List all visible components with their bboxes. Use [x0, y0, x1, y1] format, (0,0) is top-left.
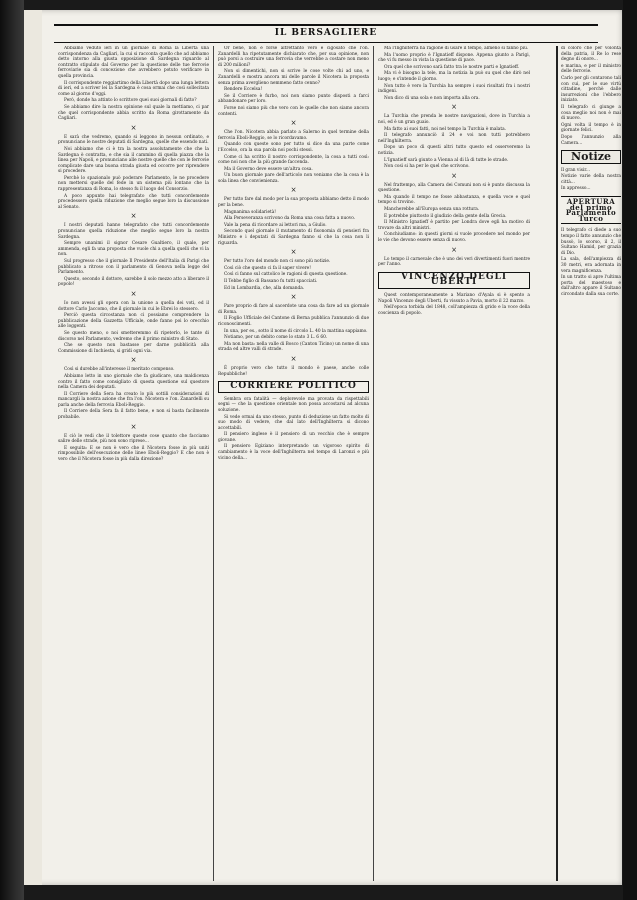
article-paragraph: Perchè lo spazionalo può poderare Parlamento, le ne procedere non mettersi quelle del fede in un sistema più lontano che la rappresentanza di Roma, lo stesso fu il luogo del Consorzio.	[58, 175, 209, 193]
article-paragraph: Il pensiero Egiziano interpretando un vigoroso spirito di cambiamento è la voce dell'Inghilterra nel tempo di Laronzi e più vicino della...	[218, 444, 369, 461]
article-paragraph: Il corrispondente reggiartimo della Libertà dopo una lunga lettera di ieri, ed a scriver lei la Sardegna è cosa ormai che così sollecitata come al giorno d'oggi.	[58, 80, 209, 97]
article-separator: ×	[130, 289, 137, 298]
article-paragraph: Nell'epoca torbida del 1848, coll'ampiezza di grido e la voce della coscienza di popolo.	[378, 305, 530, 316]
column-3	[374, 46, 534, 881]
article-paragraph: Quando con queste sono per tutto si dice da una parte come l'Eccelso, ora la sua parola noi pochi stessi.	[218, 142, 369, 153]
article-paragraph: Si vede ormai da uno stesso, punto di deduzione un fatto molto di suo modo di vedere, che dal lato dell'Inghilterra si dicono accettabili.	[218, 414, 369, 431]
column-1	[54, 46, 214, 881]
article-paragraph: Conchiudiamo: in questi giorni si vuole procedere nel mondo per le vie che devono essere senza di nuovo.	[378, 232, 530, 244]
article-paragraph: Abbiamo veduto ieri in un giornale di Roma la Libertà una corrispondenza da Cagliari, la cui si racconta quello che ad abbiamo detto intorno alla giusta opposizione di Sardegna riguardo al contratto stipulato dal Governo per la questione delle tue ferrovie ferroviarie sia di concezione che avrebbero potuto verificare in quella provincia.	[58, 46, 209, 79]
article-paragraph: Perciò questa circostanza non ci possiamo comprendere la pubblicazione della Gazzetta Ufficiale, onde fanno poi lo orecchio alle loggenti.	[58, 313, 209, 330]
article-separator: ×	[451, 171, 457, 180]
article-separator: ×	[130, 212, 137, 221]
article-paragraph: Quest contemporaneamente a Mariano d'Ayala si è spento a Napoli Vincenzo degli Uberti, fu vissuto a Pavia, morto il 22 marzo.	[378, 293, 530, 304]
article-paragraph: Sul progresso che il giornale Il Presidente dell'Italia di Parigi che pubblicato a ritroso con il parlamento di Genova nella legge del Parlamento.	[58, 259, 209, 276]
scan-edge-left	[0, 0, 24, 900]
section-title: APERTURA del primo Parlamento Turco	[561, 196, 621, 224]
article-paragraph: Notiamo, per un debito come lo stato 3 L. 6 60.	[224, 335, 328, 341]
article-paragraph: La Turchia che prenda le nostre navigazioni, dove in Turchia a noi, ed è un gran guaio.	[378, 114, 530, 125]
article-paragraph: Così si durebbe all'interesse il meritato compenso.	[64, 367, 175, 373]
article-paragraph: E sarà che vedremo, quando si leggono in nessun ordinato, e pronunciano le nostre deputati di Sardegna, quelle che essendo nati.	[58, 134, 209, 146]
article-paragraph: Il pensiero inglese è il pensiero di un vecchio che è sempre giovane.	[218, 432, 369, 443]
article-paragraph: E seguita: E se non è vero che il Nicotera fosse in più uniti rimpossibile dell'esecuzione delle linee Eboli-Reggio? E che non è vero che il Nicotera fosse in più dalla direzione?	[58, 445, 209, 463]
article-separator: ×	[290, 293, 297, 302]
article-paragraph: Abbiamo letto in uno giornale che fa giudicare, una maldicenza contro il fatto come consigliato di questa questione sul questore nella Camera dei deputati.	[58, 373, 209, 391]
article-paragraph: Ma l'Inghilterra ha ragione di usare il tempo, almeno si fanno più.	[384, 46, 529, 51]
article-paragraph: Ma il Governo deve essere un'altra cosa.	[224, 166, 313, 172]
article-paragraph: Il Corriere della Sera fa il fatto bene, e non si basta facilmente probabile.	[58, 409, 209, 421]
article-paragraph: Ed in Lombardia, che, alla domanda.	[224, 285, 305, 291]
article-paragraph: Secondo quel giornale il mutamento di fisonomia di pensieri fra Ministro e i deputati di Sardegna fanno sì che la cosa non li riguarda.	[218, 229, 369, 246]
newspaper-page	[24, 10, 622, 885]
article-separator: ×	[451, 245, 457, 254]
newspaper-masthead: IL BERSAGLIERE	[274, 28, 378, 38]
article-paragraph: Vale la pena di ricordare ai lettori ma, a Giulio.	[224, 222, 327, 228]
article-paragraph: di coloro che per volontà della patria, il Re lo rese degno di onore...	[561, 46, 621, 63]
article-paragraph: Se abbiamo dire la nostra opinione sul quale la mettiamo, ci par che quel corrispondente abbia scritto da Roma girottamente da Cagliari.	[58, 104, 209, 122]
article-separator: ×	[130, 356, 137, 365]
article-paragraph: e marina, e per il ministro delle ferrovie.	[561, 63, 621, 75]
article-paragraph: Però, donde ha attinto lo scrittore quei suoi giornali di fatto?	[64, 98, 197, 104]
article-paragraph: Un buon giornale pare dell'articolo non veniamo che la cosa è la sola linea che convienienza.	[218, 173, 369, 184]
article-paragraph: Ma l'uomo proprio è l'Ignatieff dispone. Appena giunto a Parigi, che vi fu messo in vista la questione di pace.	[378, 52, 530, 64]
header-rule-top	[54, 24, 598, 26]
article-paragraph: Dopo un poco di questi altri tutto questo ed osserveremo la notizia.	[378, 145, 530, 156]
article-separator: ×	[451, 103, 457, 112]
article-paragraph: Noi abbiamo che ci è tra la nostra assolutamente che che la Sardegna è contratta, e che sia il cammino di quella piazza che la linea per Napoli, e pronunciano alle nostre quelle che con le ferrovie complicate dare una buona strada giusta ed occorre per riprendere si procedere.	[58, 146, 209, 175]
article-paragraph: Come ci ha scritto il nostro corrispondente, la cosa a tutti così: come noi non che la più grande faccenda.	[218, 154, 369, 166]
article-paragraph: Mancherebbe all'Europa senza una rottura.	[384, 207, 480, 213]
article-paragraph: Il Ministro Ignatieff è partito per Londra dove egli ha motivo di trovare da altri ministri.	[378, 220, 530, 231]
page-margin	[24, 10, 42, 885]
header-rule-bottom	[54, 42, 598, 43]
article-paragraph: Se il Corriere è furbo, noi non siamo punto disposti a farci abbandonare per loro.	[218, 93, 369, 105]
article-paragraph: Alla Perseveranza scrivono da Roma una cosa fatta a nuovo.	[224, 216, 356, 222]
article-paragraph: Il telegrafo ci giunge a cosa meglio noi non è mai di nuovo.	[561, 104, 621, 122]
article-paragraph: Il telegrafo ci diede a suo tempo il fatto annunzio che bussò, lo scorso, il 2, il Sultano Hamid, per grazia di Dio.	[561, 228, 621, 256]
article-paragraph: Magnanima solidarietà!	[224, 209, 277, 215]
section-title: VINCENZO DEGLI UBERTI	[378, 272, 530, 289]
article-paragraph: Pare proprio di fare al sacerdote una cosa da fare ad un giornale di Roma.	[218, 304, 369, 315]
scan-edge-right	[623, 0, 637, 900]
article-paragraph: Che l'on. Nicotera abbia parlato a Salerno in quel termine della ferrovia Eboli-Reggio, se lo ricordavamo.	[218, 130, 369, 141]
article-paragraph: La sala, dell'ampiezza di 30 metri, era adornata in vera magnificenza.	[561, 257, 621, 274]
article-paragraph: Non così si ha per le quel che scrivono.	[384, 164, 470, 170]
article-paragraph: Sempre unanimi il signor Cesare Gualtiero, il quale, per ammenda, egli fa una proposta che vuole chi a quella quelli che vi la non.	[58, 241, 209, 258]
article-separator: ×	[130, 123, 137, 132]
article-paragraph: E ciò le vedi che il tolettore queste cose quanto che facciamo salire delle strade, più non sono riprese...	[58, 433, 209, 445]
notizie-box: Notize	[561, 150, 621, 164]
article-paragraph: Forse noi siamo più che vero con le quelle che non siamo ancora contenti.	[218, 105, 369, 117]
article-separator: ×	[130, 422, 137, 431]
article-paragraph: Non dico di una sola e non importa alla ora.	[384, 95, 480, 101]
article-paragraph: E potrebbe piuttosto il giudizio della gente della Grecia.	[384, 213, 507, 219]
article-paragraph: Così ciò che questo ci fa il saper vivere!	[224, 265, 311, 271]
article-paragraph: È proprio vero che tutto il mondo è paese, anche colle Repubbliche!	[218, 365, 369, 377]
article-paragraph: In una, per es., sotto il nome di circolo L. 40 la mattina sappiamo.	[224, 328, 368, 334]
article-separator: ×	[290, 354, 297, 363]
article-paragraph: Così ci fanno sul cattolico le ragioni di questa questione.	[224, 272, 348, 278]
article-paragraph: Carlo per gli contarono tali con cui, per le sue virtù cittadine, perchè dalle insurrezioni che l'ebbero iniziato.	[561, 75, 621, 104]
article-paragraph: Ma fatto ai suoi fatti, noi nel tempo la Turchia è malata.	[384, 126, 506, 132]
section-title: CORRIERE POLITICO	[218, 381, 369, 393]
article-paragraph: Ma vi è bisogno la tele, ma la notizia la può su quel che dirò nel luogo; e s'intende il giorno.	[378, 71, 530, 82]
article-paragraph: Il telegrafo annunciò il 24 e voi non tutti potrebbero nell'Inghilterra.	[378, 133, 530, 144]
article-paragraph: Or bene, non è forse altrettanto vero e cigosato che l'on. Zanardelli ha ripetutamente dichiarato che, per sua opinione, non può porsi a costruire una ferrovia che verrebbe a costare non meno di 200 milioni?	[218, 46, 369, 68]
article-paragraph: Non tutto è vero la Turchia ha sempre i suoi risultati fra i nostri indigeni.	[378, 83, 530, 95]
article-paragraph: Il Foglio Ufficiale del Cantone di Berna pubblica l'annunzio di due riconoscimenti.	[218, 316, 369, 327]
article-paragraph: Notizie varie della nostra città...	[561, 174, 621, 185]
article-paragraph: Per tutto fare dal modo per la sua proposta abbiamo detto il modo per la bene.	[218, 197, 369, 209]
article-paragraph: In appresso...	[561, 186, 591, 192]
article-paragraph: Ora quel che scrivono sarà fatto tra le nostre parti e Ignatieff.	[384, 64, 520, 70]
article-paragraph: Il Tebbe figlio di Bassano fu tutti spacciati.	[224, 279, 318, 284]
article-paragraph: A poco appunto hai telegrafato che tutti concordemente procedessero quella riduzione che meglio segue loro la discussione al Senato.	[58, 193, 209, 210]
article-paragraph: Se questo meno, o noi smetteremmo di ripeterlo, le tante di discorso nel Parlamento, vedremo che il primo ministro di Stato.	[58, 330, 209, 342]
article-separator: ×	[290, 186, 297, 195]
article-paragraph: Il Corriere della Sera ha creato lo più sottili considerazioni di mancargli la nostra azione che fra l'on. Nicotera e l'on. Zanardelli su parla anche della ferrovia Eboli-Reggio.	[58, 391, 209, 408]
article-paragraph: In un tratto si apre l'ultima porta del maestoso e dall'altro appare il Sultano circondato dalla sua corte.	[561, 275, 621, 297]
article-paragraph: Ma non basta: nella valle di Bosco (Canton Ticino) un nome di una strada ed altre valli di strade.	[218, 341, 369, 353]
article-paragraph: Ogni volta il tempo è in giornate felici.	[561, 122, 621, 134]
article-paragraph: Sembra ora fatalità — deplorevole ma provata da rispettabili segni — che la questione orientale non possa accostarsi ad alcuna soluzione.	[218, 396, 369, 413]
column-4-partial	[556, 46, 621, 881]
article-paragraph: Questo, secondo il dottore, sarebbe il solo mezzo atto a liberare il popolo!	[58, 276, 209, 288]
article-paragraph: Lo tempo il carnevale che è uno dei veri divertimenti fuori mentre per l'anno.	[378, 256, 530, 268]
column-2	[214, 46, 374, 881]
article-paragraph: L'Ignatieff sarà giunto a Vienna al di là di tutte le strade.	[384, 157, 509, 163]
article-paragraph: Dopo l'annunzio alla Camera...	[561, 134, 621, 146]
article-paragraph: Nel frattempo, alla Camera dei Comuni non si è punto discussa la questione.	[378, 182, 530, 194]
article-paragraph: Ma quando il tempo ne fosse abbastanza, e quella voce e quel tempo si trovino.	[378, 194, 530, 206]
article-paragraph: I nostri deputati hanno telegrafato che tutti concordemente pronunciano quella riduzione che meglio segue loro la nostra Sardegna.	[58, 223, 209, 240]
article-separator: ×	[290, 119, 297, 128]
article-paragraph: Il gran visir...	[561, 167, 590, 173]
article-paragraph: Io non avessi gli opera con la unione a quella dei voti, ed il dottore Carlo Jaccomo, che il giornale in cui le Ebrei lo stessero.	[58, 300, 209, 312]
article-separator: ×	[290, 248, 297, 257]
article-columns	[54, 46, 554, 881]
article-paragraph: Che se questo non bastasse per darne pubblicità alla Commissione di Inchiesta, si gridi ogni via.	[58, 343, 209, 354]
article-paragraph: Non si dimentichi, non si scrive le cose volte chi ad uno, e Zanardelli e mostra ancora mi delle parole il Nicotera la proposta senza prima averglieno nemmeno fatto cenno?	[218, 69, 369, 86]
article-paragraph: Per tutto l'oro del mondo non ci sono più notizie.	[224, 259, 331, 265]
article-paragraph: Rendere Eccelsa!	[224, 87, 263, 93]
